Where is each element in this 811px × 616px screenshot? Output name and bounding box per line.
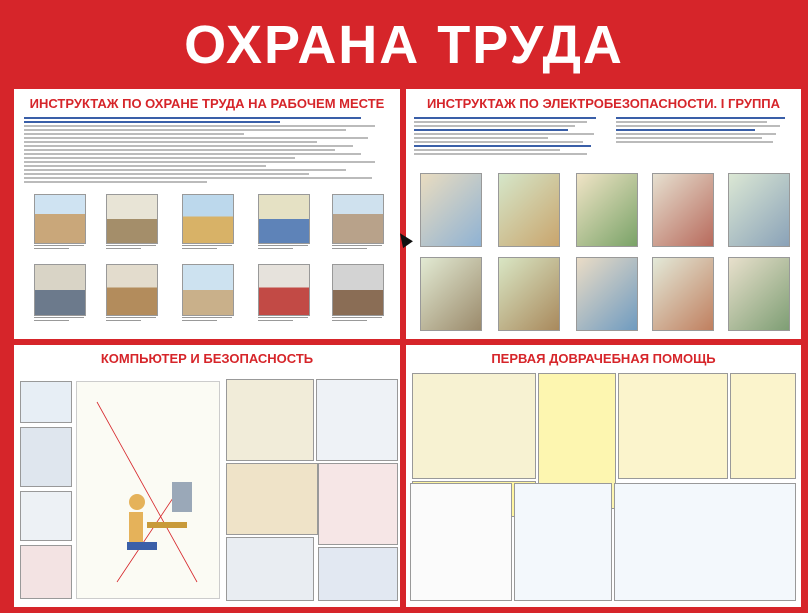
workplace-illustration [332, 194, 384, 244]
illustration-caption [106, 317, 156, 324]
electrical-illustration [576, 257, 638, 331]
workplace-illustration [258, 194, 310, 244]
electrical-illustration [728, 257, 790, 331]
workplace-illustration [106, 194, 158, 244]
computer-illustration [318, 463, 398, 545]
posture-drawing [77, 382, 219, 598]
electrical-illustration [728, 173, 790, 247]
computer-illustration [226, 379, 314, 461]
illustration-caption [332, 245, 382, 252]
ergonomics-diagram [76, 381, 220, 599]
first-aid-block [410, 483, 512, 601]
board-title: ОХРАНА ТРУДА [184, 15, 624, 75]
panel-title-computer: КОМПЬЮТЕР И БЕЗОПАСНОСТЬ [100, 351, 314, 366]
workplace-illustration [258, 264, 310, 316]
panel-title-electrical: ИНСТРУКТАЖ ПО ЭЛЕКТРОБЕЗОПАСНОСТИ. I ГРУППА [426, 96, 781, 111]
panel-computer [14, 345, 400, 607]
illustration-caption [34, 317, 84, 324]
computer-illustration [20, 545, 72, 599]
workplace-illustration [182, 264, 234, 316]
electrical-illustration [498, 257, 560, 331]
electrical-text-right [616, 117, 794, 145]
first-aid-block [618, 373, 728, 479]
electrical-text-left [414, 117, 606, 157]
electrical-illustration [498, 173, 560, 247]
computer-illustration [20, 381, 72, 423]
computer-illustration [20, 491, 72, 541]
illustration-caption [106, 245, 156, 252]
workplace-illustration [182, 194, 234, 244]
computer-illustration [316, 379, 398, 461]
illustration-caption [34, 245, 84, 252]
illustration-caption [182, 317, 232, 324]
electrical-illustration [576, 173, 638, 247]
workplace-illustration [34, 264, 86, 316]
computer-illustration [226, 463, 318, 535]
workplace-illustration [34, 194, 86, 244]
electrical-illustration [652, 173, 714, 247]
panel-title-workplace: ИНСТРУКТАЖ ПО ОХРАНЕ ТРУДА НА РАБОЧЕМ МЕСТЕ [29, 96, 385, 111]
first-aid-block [514, 483, 612, 601]
workplace-illustration [106, 264, 158, 316]
panel-first-aid [406, 345, 801, 607]
first-aid-block [730, 373, 796, 479]
workplace-text-block [24, 117, 390, 185]
computer-illustration [20, 427, 72, 487]
electrical-illustration [420, 257, 482, 331]
first-aid-block [614, 483, 796, 601]
computer-illustration [318, 547, 398, 601]
panel-title-first-aid: ПЕРВАЯ ДОВРАЧЕБНАЯ ПОМОЩЬ [491, 351, 716, 366]
first-aid-block [412, 373, 536, 479]
panel-workplace [14, 89, 400, 339]
electrical-illustration [420, 173, 482, 247]
panel-electrical [406, 89, 801, 339]
illustration-caption [258, 317, 308, 324]
computer-illustration [226, 537, 314, 601]
workplace-illustration [332, 264, 384, 316]
illustration-caption [182, 245, 232, 252]
illustration-caption [332, 317, 382, 324]
electrical-illustration [652, 257, 714, 331]
illustration-caption [258, 245, 308, 252]
